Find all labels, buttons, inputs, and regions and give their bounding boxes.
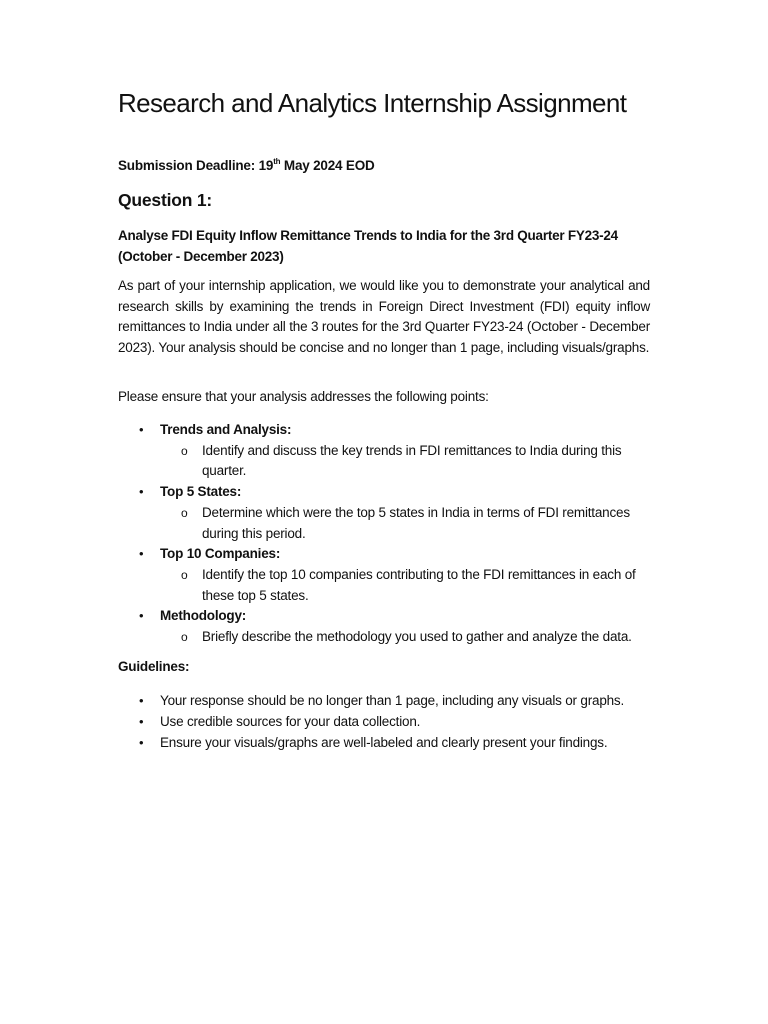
bullet-icon: • [139, 546, 144, 562]
document-title: Research and Analytics Internship Assignment [118, 88, 627, 118]
sub-list-item [160, 565, 650, 606]
point-detail: Identify and discuss the key trends in FDI remittances to India during this quarter. [202, 442, 622, 479]
deadline-superscript: th [273, 157, 281, 166]
submission-deadline [118, 158, 375, 173]
guidelines-heading: Guidelines: [118, 659, 190, 674]
hollow-bullet-icon: o [181, 443, 188, 458]
point-detail: Determine which were the top 5 states in India in terms of FDI remittances during this period. [202, 504, 630, 541]
sub-list-item [160, 503, 650, 544]
bullet-icon: • [139, 484, 144, 500]
bullet-icon: • [139, 735, 144, 751]
point-detail: Briefly describe the methodology you used to gather and analyze the data. [202, 629, 632, 645]
bullet-icon: • [139, 608, 144, 624]
list-item [118, 711, 650, 732]
guideline-text: Your response should be no longer than 1 page, including any visuals or graphs. [160, 693, 625, 708]
point-detail: Identify the top 10 companies contributing to the FDI remittances in each of these top 5 states. [202, 566, 636, 603]
sub-list [160, 565, 650, 606]
sub-list [160, 627, 650, 648]
bullet-icon: • [139, 693, 144, 708]
sub-list [160, 503, 650, 544]
point-label: Methodology: [160, 608, 247, 624]
ensure-paragraph: Please ensure that your analysis addresses the following points: [118, 389, 489, 404]
guidelines-list [118, 690, 650, 754]
list-item [118, 482, 650, 544]
analysis-points-list [118, 420, 650, 648]
list-item [118, 732, 650, 753]
guideline-text: Use credible sources for your data collection. [160, 714, 421, 730]
sub-list [160, 441, 650, 482]
bullet-icon: • [139, 422, 144, 437]
deadline-suffix: May 2024 EOD [280, 158, 375, 173]
hollow-bullet-icon: o [181, 505, 188, 520]
point-label: Top 10 Companies: [160, 546, 281, 562]
question-title: Analyse FDI Equity Inflow Remittance Trends to India for the 3rd Quarter FY23-24 (October - December 2023) [118, 228, 618, 264]
question-heading: Question 1: [118, 190, 213, 210]
point-label: Top 5 States: [160, 484, 242, 500]
point-label: Trends and Analysis: [160, 422, 292, 437]
list-item [118, 420, 650, 482]
hollow-bullet-icon: o [181, 630, 188, 645]
list-item [118, 606, 650, 647]
sub-list-item [160, 627, 650, 648]
list-item [118, 544, 650, 606]
bullet-icon: • [139, 714, 144, 730]
deadline-prefix: Submission Deadline: 19 [118, 158, 274, 173]
sub-list-item [160, 441, 650, 482]
guideline-text: Ensure your visuals/graphs are well-labeled and clearly present your findings. [160, 735, 608, 751]
list-item [118, 690, 650, 711]
intro-paragraph: As part of your internship application, we would like you to demonstrate your analytical and research skills by examining the trends in Foreign Direct Investment (FDI) equity inflow remittances to India under all the 3 routes for the 3rd Quarter FY23-24 (October - December 2023). Your analysis should be concise and no longer than 1 page, including visuals/graphs. [118, 278, 650, 356]
hollow-bullet-icon: o [181, 567, 188, 582]
